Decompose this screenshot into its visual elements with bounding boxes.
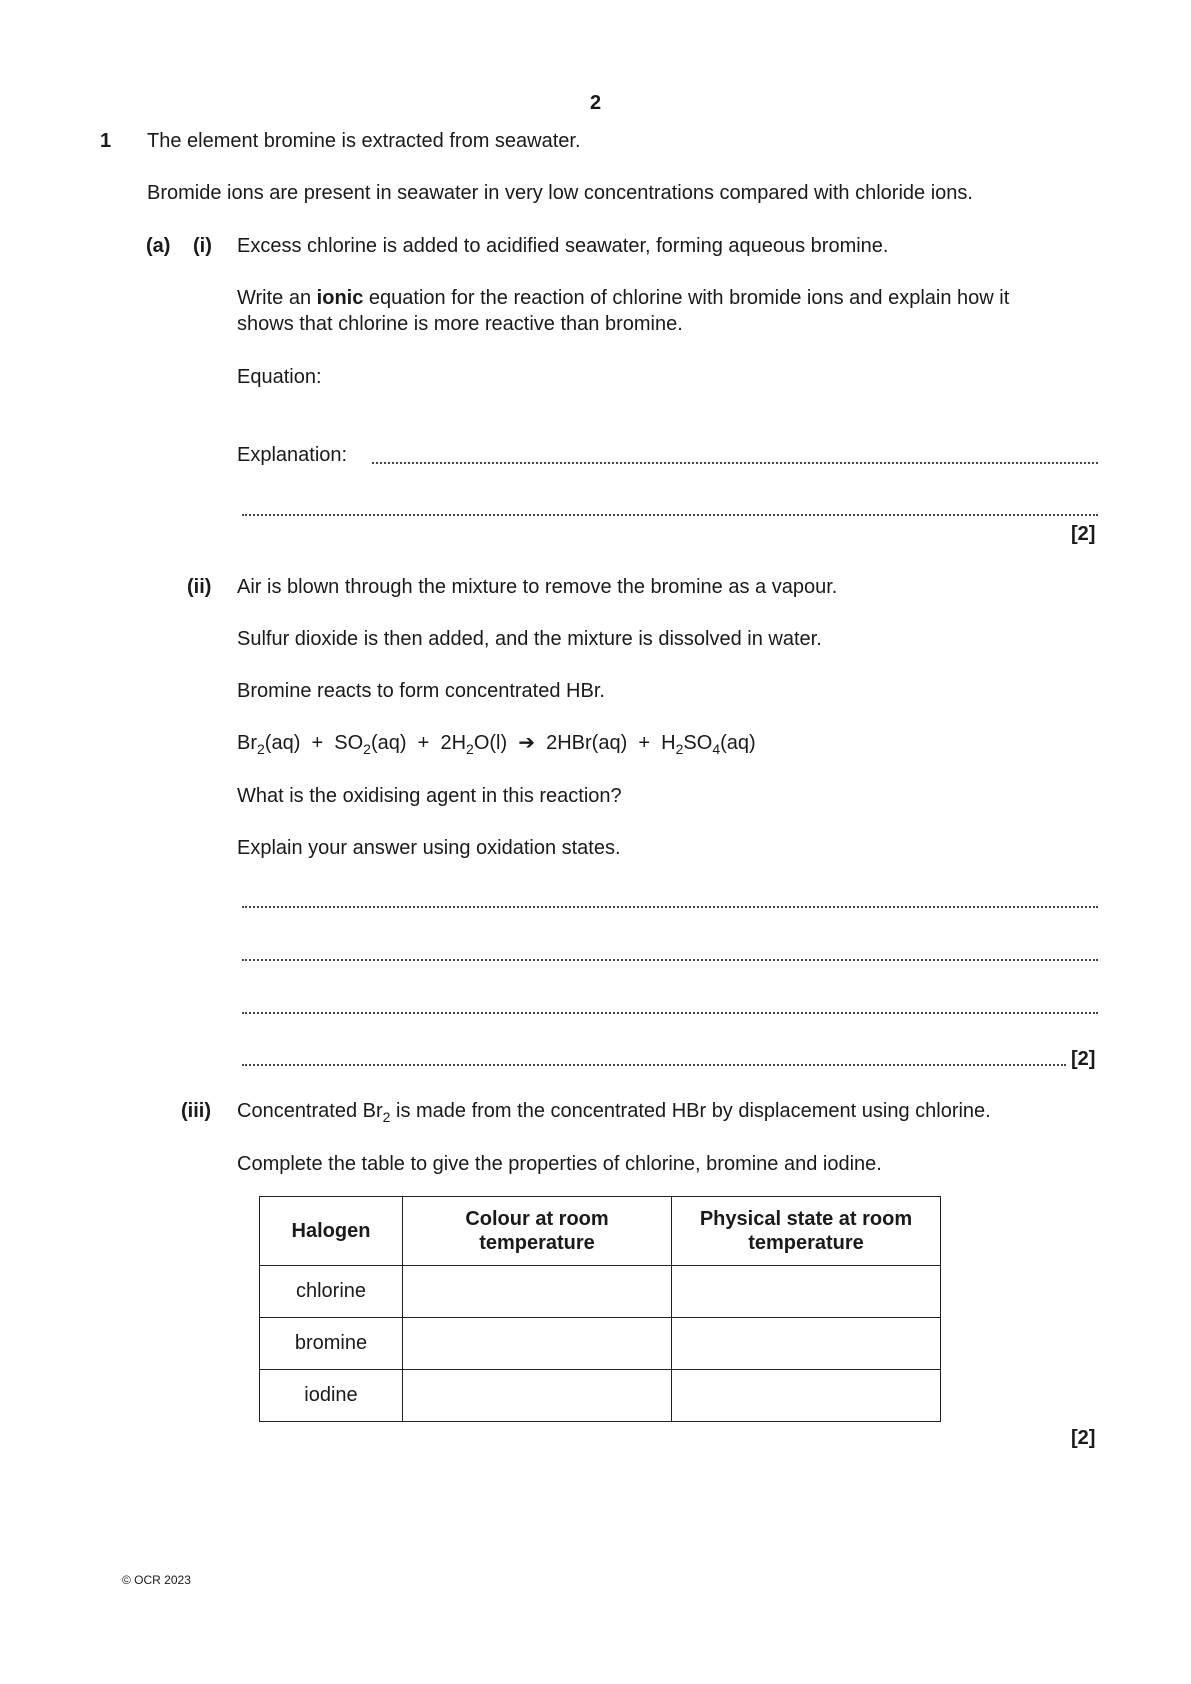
answer-line[interactable] [242, 959, 1098, 961]
state-cell[interactable] [672, 1266, 941, 1318]
header-halogen [260, 1197, 403, 1266]
equation-label: Equation: [237, 366, 322, 388]
answer-line[interactable] [242, 1012, 1098, 1014]
eq-sub: 2 [363, 741, 371, 757]
part-ii-instruction: Explain your answer using oxidation states. [237, 837, 621, 859]
page-number: 2 [590, 92, 602, 114]
intro-text-2: Bromide ions are present in seawater in very low concentrations compared with chloride ions. [147, 182, 973, 204]
marks: [2] [1071, 1048, 1096, 1070]
chemical-equation [237, 731, 756, 755]
header-state [672, 1197, 941, 1266]
colour-cell[interactable] [403, 1318, 672, 1370]
marks: [2] [1071, 1427, 1096, 1449]
intro-text: The element bromine is extracted from seawater. [147, 130, 581, 152]
table-header-row [260, 1197, 941, 1266]
part-ii-label: (ii) [187, 576, 212, 598]
part-i-question-line2: shows that chlorine is more reactive than bromine. [237, 313, 683, 335]
table-row [260, 1370, 941, 1422]
q-bold: ionic [316, 287, 364, 309]
part-ii-question: What is the oxidising agent in this reaction? [237, 785, 622, 807]
part-a-label: (a) [146, 235, 171, 257]
eq-part: O(l) ➔ 2HBr(aq) + H [473, 732, 676, 754]
part-ii-line2: Sulfur dioxide is then added, and the mixture is dissolved in water. [237, 628, 822, 650]
part-ii-line1: Air is blown through the mixture to remove the bromine as a vapour. [237, 576, 838, 598]
question-number: 1 [100, 130, 112, 152]
part-iii-label: (iii) [181, 1100, 211, 1122]
eq-part: (aq) [720, 732, 756, 754]
halogen-table [259, 1196, 941, 1422]
part-i-question [237, 286, 1009, 310]
answer-line[interactable] [242, 514, 1098, 516]
q-text: Write an [237, 287, 317, 309]
eq-sub: 2 [257, 741, 265, 757]
eq-sub: 2 [675, 741, 684, 757]
state-cell[interactable] [672, 1370, 941, 1422]
header-text: Physical state at room [699, 1208, 913, 1230]
colour-cell[interactable] [403, 1266, 672, 1318]
sub: 2 [382, 1109, 391, 1125]
eq-sub: 2 [466, 741, 474, 757]
q-text: equation for the reaction of chlorine with bromide ions and explain how it [363, 287, 1010, 309]
part-iii-instruction: Complete the table to give the properties of chlorine, bromine and iodine. [237, 1153, 882, 1175]
state-cell[interactable] [672, 1318, 941, 1370]
eq-part: SO [683, 732, 713, 754]
answer-line[interactable] [372, 462, 1098, 464]
eq-part: (aq) + 2H [370, 732, 467, 754]
eq-part: Br [237, 732, 257, 754]
part-ii-line3: Bromine reacts to form concentrated HBr. [237, 680, 605, 702]
explanation-label: Explanation: [237, 444, 348, 466]
table-row [260, 1318, 941, 1370]
colour-cell[interactable] [403, 1370, 672, 1422]
footer-copyright: © OCR 2023 [122, 1573, 191, 1587]
eq-sub: 4 [712, 741, 721, 757]
halogen-cell: chlorine [260, 1266, 403, 1318]
eq-part: (aq) + SO [264, 732, 364, 754]
part-iii-text [237, 1099, 991, 1123]
part-i-label: (i) [193, 235, 212, 257]
halogen-cell: iodine [260, 1370, 403, 1422]
header-text: temperature [479, 1232, 595, 1254]
marks: [2] [1071, 523, 1096, 545]
answer-line[interactable] [242, 906, 1098, 908]
text: is made from the concentrated HBr by displacement using chlorine. [390, 1100, 991, 1122]
header-text: temperature [748, 1232, 864, 1254]
text: Concentrated Br [237, 1100, 383, 1122]
header-text: Colour at room [465, 1208, 609, 1230]
header-text: Halogen [291, 1220, 371, 1242]
header-colour [403, 1197, 672, 1266]
answer-line[interactable] [242, 1064, 1066, 1066]
part-i-text: Excess chlorine is added to acidified seawater, forming aqueous bromine. [237, 235, 889, 257]
halogen-cell: bromine [260, 1318, 403, 1370]
table-row [260, 1266, 941, 1318]
